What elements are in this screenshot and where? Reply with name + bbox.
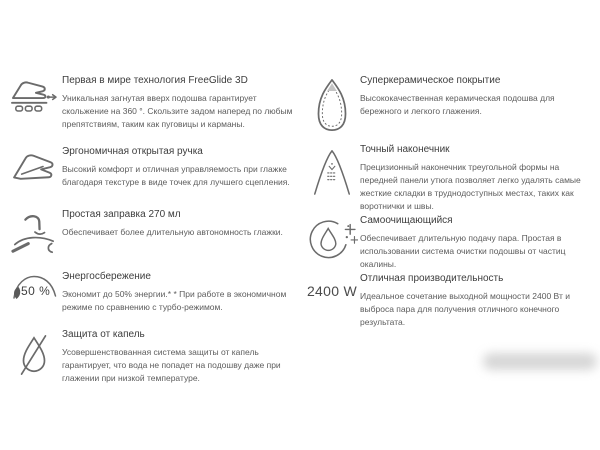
feature-description: Высокий комфорт и отличная управляемость при глажке благодаря текстуре в виде точек для лучшего сцепления.: [62, 164, 290, 187]
feature-description: Идеальное сочетание выходной мощности 2400 Вт и выброса пара для получения отличного конечного результата.: [360, 291, 570, 327]
feature-text: [360, 214, 600, 271]
features-column-left: [6, 74, 304, 385]
feature-text: [62, 145, 304, 189]
feature-text: [360, 143, 600, 213]
feature-refill: [6, 208, 304, 270]
feature-precision-tip: [304, 143, 600, 214]
blurred-watermark: [483, 353, 597, 370]
feature-ceramic-coating: [304, 74, 600, 143]
feature-title: Первая в мире технология FreeGlide 3D: [62, 75, 248, 86]
feature-text: [62, 208, 304, 239]
feature-title: Простая заправка 270 мл: [62, 209, 181, 220]
feature-title: Самоочищающийся: [360, 215, 453, 226]
feature-description: Высококачественная керамическая подошва для бережного и легкого глажения.: [360, 93, 555, 116]
feature-title: Защита от капель: [62, 329, 145, 340]
feature-description: Уникальная загнутая вверх подошва гарантирует скольжение на 360 °. Скользите задом наперед по любым препятствиям, таким как пуговицы и карманы.: [62, 93, 293, 129]
feature-description: Экономит до 50% энергии.* * При работе в экономичном режиме по сравнению с турбо-режимом.: [62, 289, 287, 312]
feature-text: [360, 272, 600, 329]
feature-drip-stop: [6, 328, 304, 385]
feature-text: [360, 74, 600, 118]
ergonomic-handle-iron-icon: [6, 148, 62, 186]
precision-tip-icon: [304, 146, 360, 198]
feature-freeglide: [6, 74, 304, 145]
feature-ergonomic-handle: [6, 145, 304, 208]
self-clean-icon: [304, 217, 360, 261]
feature-title: Отличная производительность: [360, 273, 504, 284]
feature-description: Обеспечивает более длительную автономность глажки.: [62, 227, 283, 237]
drip-stop-icon: [6, 331, 62, 379]
feature-text: [62, 328, 304, 385]
feature-description: Усовершенствованная система защиты от капель гарантирует, что вода не попадет на подошву даже при глажении при низкой температуре.: [62, 347, 281, 383]
feature-text: [62, 270, 304, 314]
features-column-right: [304, 74, 600, 385]
feature-text: [62, 74, 304, 131]
energy-saving-percent-label: 50 %: [21, 284, 51, 298]
feature-title: Точный наконечник: [360, 144, 450, 155]
feature-title: Эргономичная открытая ручка: [62, 146, 203, 157]
feature-title: Суперкерамическое покрытие: [360, 75, 501, 86]
feature-description: Прецизионный наконечник треугольной формы на передней панели утюга позволяет легко удалять самые жесткие складки в труднодоступных местах, таких как воротнички и швы.: [360, 162, 581, 211]
power-2400w-label: [304, 275, 360, 299]
feature-energy-saving: [6, 270, 304, 328]
water-refill-icon: [6, 211, 62, 257]
ceramic-soleplate-icon: [304, 77, 360, 133]
feature-description: Обеспечивает длительную подачу пара. Простая в использовании система очистки подошвы от частиц окалины.: [360, 233, 566, 269]
freeglide-iron-icon: [6, 77, 62, 121]
feature-title: Энергосбережение: [62, 271, 151, 282]
power-wattage-text: 2400 W: [306, 283, 358, 299]
feature-self-clean: [304, 214, 600, 272]
feature-performance: [304, 272, 600, 329]
energy-saving-50-percent-icon: [6, 273, 62, 307]
